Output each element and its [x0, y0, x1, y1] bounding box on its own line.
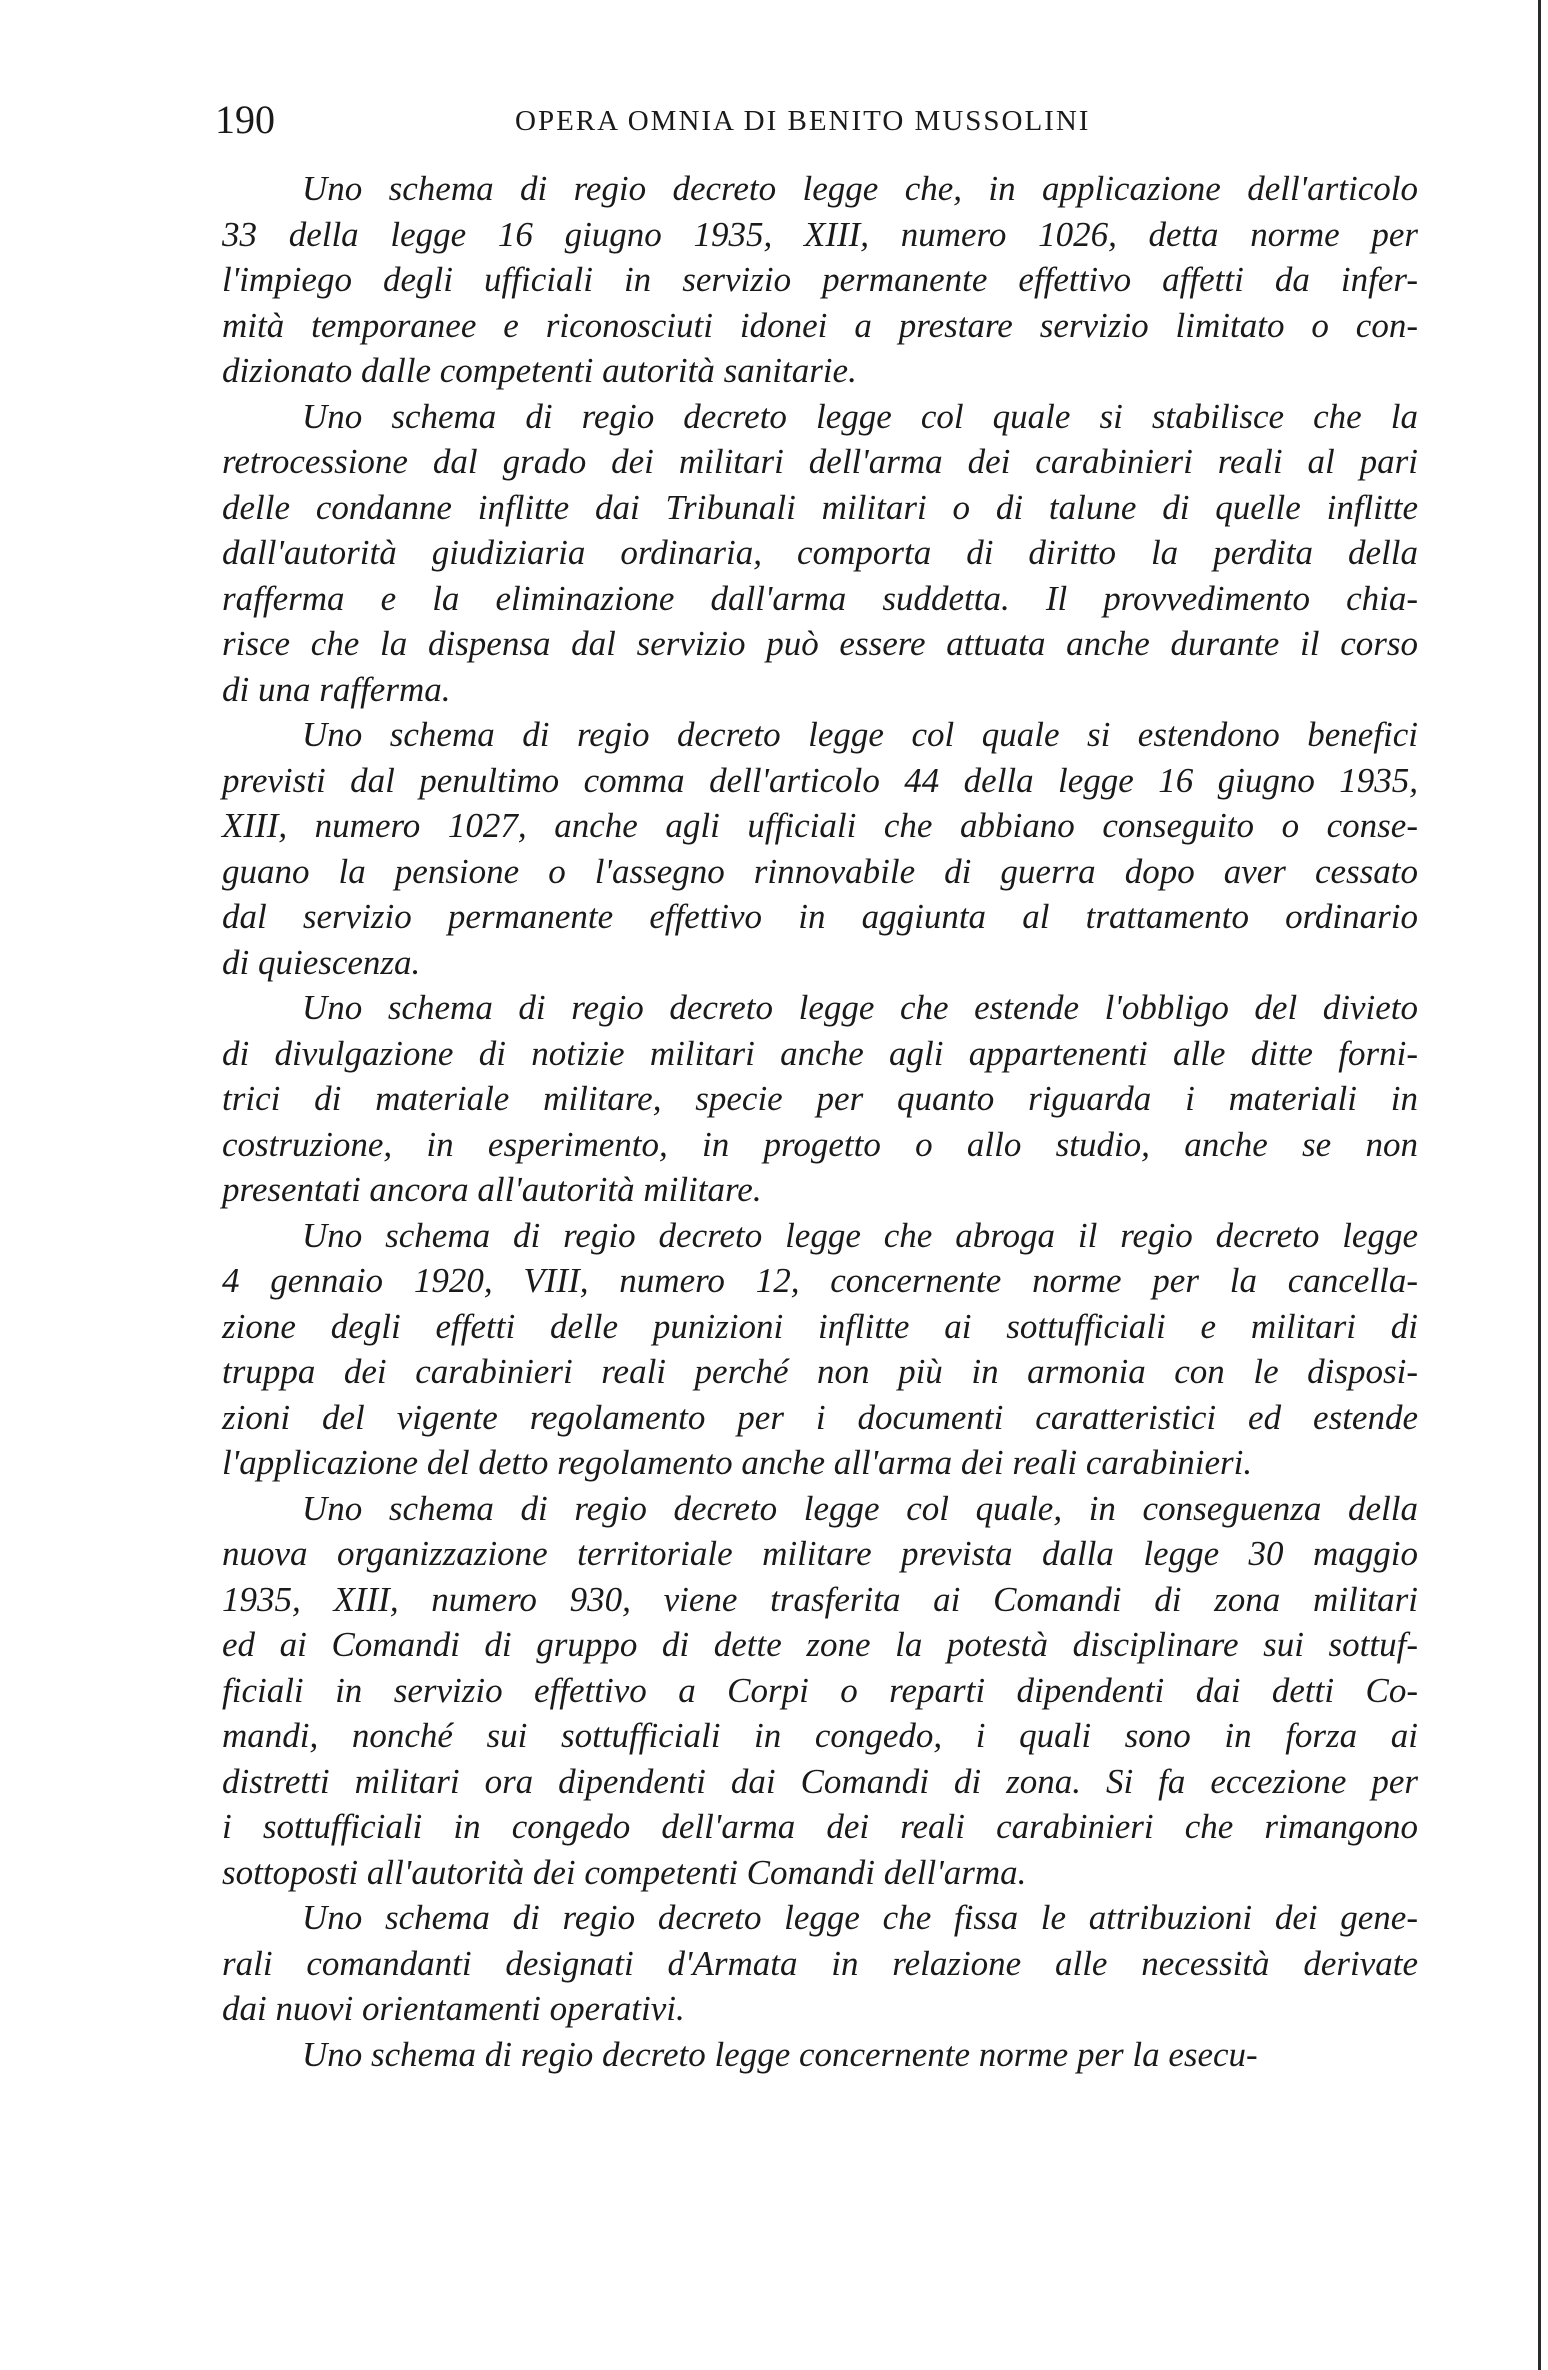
text-line: truppa dei carabinieri reali perché non più in armonia con le disposi- — [222, 1352, 1418, 1391]
paragraph — [222, 394, 1418, 713]
paragraph — [222, 1895, 1418, 2032]
text-line: Uno schema di regio decreto legge concernente norme per la esecu- — [302, 2034, 1258, 2074]
paragraph — [222, 1486, 1418, 1896]
text-line: Uno schema di regio decreto legge col quale si stabilisce che la — [302, 396, 1418, 436]
text-line: zioni del vigente regolamento per i documenti caratteristici ed estende — [222, 1397, 1418, 1437]
text-line: dall'autorità giudiziaria ordinaria, comporta di diritto la perdita della — [222, 533, 1418, 572]
text-line: di divulgazione di notizie militari anche agli appartenenti alle ditte forni- — [222, 1033, 1418, 1073]
text-line: di quiescenza. — [222, 942, 421, 982]
text-line: Uno schema di regio decreto legge che, in applicazione dell'articolo — [302, 169, 1418, 208]
text-line: rali comandanti designati d'Armata in relazione alle necessità derivate — [222, 1943, 1418, 1983]
text-line: Uno schema di regio decreto legge che estende l'obbligo del divieto — [302, 988, 1418, 1027]
text-line: previsti dal penultimo comma dell'articolo 44 della legge 16 giugno 1935, — [222, 760, 1418, 800]
text-line: di una rafferma. — [222, 669, 451, 709]
text-line: Uno schema di regio decreto legge che abroga il regio decreto legge — [302, 1215, 1418, 1255]
text-line: costruzione, in esperimento, in progetto o allo studio, anche se non — [222, 1124, 1418, 1164]
text-line: 1935, XIII, numero 930, viene trasferita ai Comandi di zona militari — [222, 1579, 1418, 1619]
text-line: sottoposti all'autorità dei competenti Comandi dell'arma. — [222, 1852, 1027, 1892]
page-edge-line — [1538, 0, 1541, 2370]
text-line: l'impiego degli ufficiali in servizio permanente effettivo affetti da infer- — [222, 260, 1418, 299]
text-line: Uno schema di regio decreto legge che fissa le attribuzioni dei gene- — [302, 1898, 1418, 1937]
text-line: mità temporanee e riconosciuti idonei a prestare servizio limitato o con- — [222, 305, 1418, 345]
text-line: XIII, numero 1027, anche agli ufficiali che abbiano conseguito o conse- — [222, 806, 1418, 845]
running-title: OPERA OMNIA DI BENITO MUSSOLINI — [515, 105, 1091, 137]
text-line: zione degli effetti delle punizioni inflitte ai sottufficiali e militari di — [222, 1306, 1418, 1346]
text-line: risce che la dispensa dal servizio può essere attuata anche durante il corso — [222, 624, 1418, 663]
text-line: presentati ancora all'autorità militare. — [222, 1170, 762, 1209]
text-line: guano la pensione o l'assegno rinnovabile di guerra dopo aver cessato — [222, 851, 1418, 891]
text-line: dizionato dalle competenti autorità sanitarie. — [222, 351, 857, 390]
text-line: mandi, nonché sui sottufficiali in congedo, i quali sono in forza ai — [222, 1716, 1418, 1755]
text-line: ed ai Comandi di gruppo di dette zone la potestà disciplinare sui sottuf- — [222, 1625, 1418, 1664]
text-line: dai nuovi orientamenti operativi. — [222, 1989, 685, 2028]
body-text — [222, 166, 1418, 2077]
text-line: 33 della legge 16 giugno 1935, XIII, numero 1026, detta norme per — [222, 214, 1418, 254]
text-line: trici di materiale militare, specie per quanto riguarda i materiali in — [222, 1079, 1418, 1118]
page-number: 190 — [215, 97, 275, 142]
paragraph — [222, 985, 1418, 1213]
text-line: i sottufficiali in congedo dell'arma dei reali carabinieri che rimangono — [222, 1807, 1418, 1846]
text-line: 4 gennaio 1920, VIII, numero 12, concernente norme per la cancella- — [222, 1261, 1418, 1300]
text-line: dal servizio permanente effettivo in aggiunta al trattamento ordinario — [222, 897, 1418, 936]
text-line: l'applicazione del detto regolamento anche all'arma dei reali carabinieri. — [222, 1443, 1253, 1482]
text-line: Uno schema di regio decreto legge col quale, in conseguenza della — [302, 1488, 1418, 1528]
text-line: nuova organizzazione territoriale militare prevista dalla legge 30 maggio — [222, 1534, 1418, 1573]
paragraph — [222, 166, 1418, 394]
paragraph — [222, 1213, 1418, 1486]
text-line: ficiali in servizio effettivo a Corpi o reparti dipendenti dai detti Co- — [222, 1670, 1418, 1710]
text-line: Uno schema di regio decreto legge col quale si estendono benefici — [302, 715, 1418, 754]
running-head — [195, 95, 1435, 145]
text-line: rafferma e la eliminazione dall'arma suddetta. Il provvedimento chia- — [222, 578, 1418, 618]
text-line: delle condanne inflitte dai Tribunali militari o di talune di quelle inflitte — [222, 487, 1418, 527]
text-line: distretti militari ora dipendenti dai Comandi di zona. Si fa eccezione per — [222, 1761, 1418, 1801]
paragraph — [222, 2032, 1418, 2078]
text-line: retrocessione dal grado dei militari dell'arma dei carabinieri reali al pari — [222, 442, 1418, 481]
paragraph — [222, 712, 1418, 985]
